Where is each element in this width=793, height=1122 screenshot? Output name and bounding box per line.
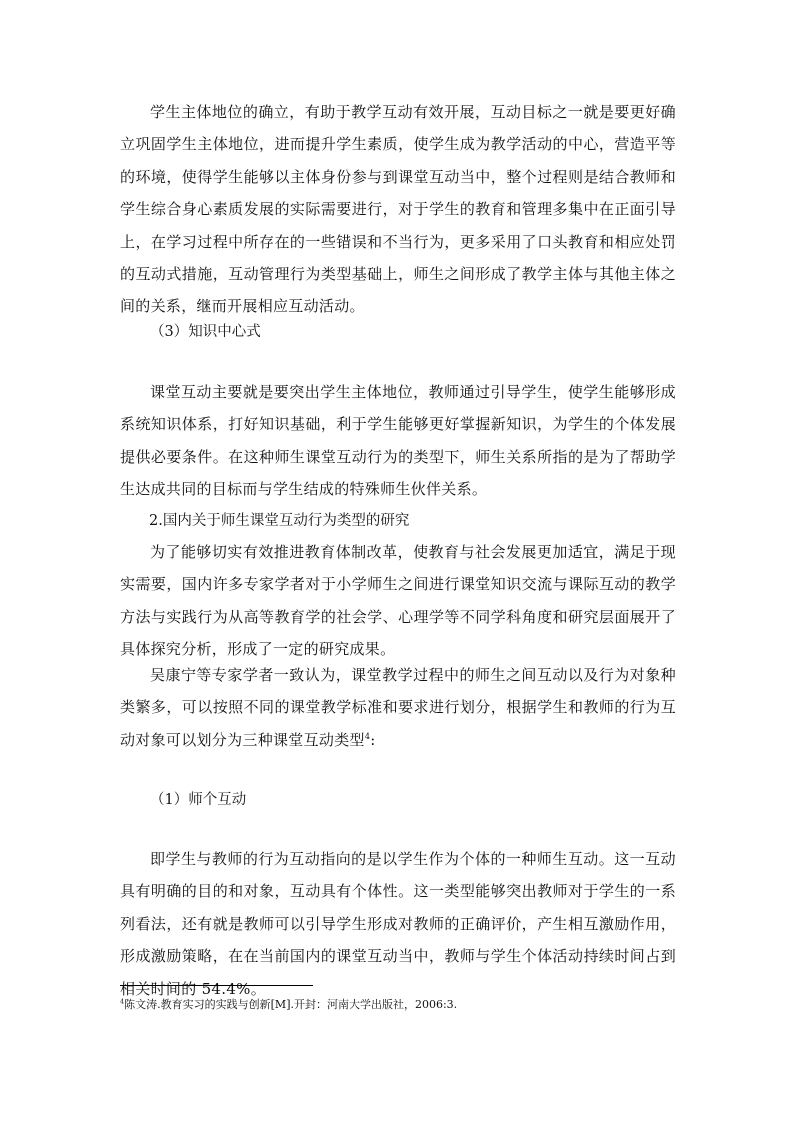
footnote-text: 陈文涛.教育实习的实践与创新[M].开封：河南大学出版社，2006:3.	[124, 998, 458, 1011]
subsection-heading: （3）知识中心式	[150, 324, 261, 340]
body-paragraph: 课堂互动主要就是要突出学生主体地位，教师通过引导学生，使学生能够形成系统知识体系，打好知识基础，利于学生能够更好掌握新知识，为学生的个体发展提供必要条件。在这种师生课堂互动行为的类型下，师生关系所指的是为了帮助学生达成共同的目标而与学生结成的特殊师生伙伴关系。	[120, 383, 676, 499]
footnote-reference[interactable]: 4	[364, 731, 371, 741]
paragraph-punct: :	[370, 730, 376, 749]
footnote-separator	[120, 985, 313, 986]
section-heading: 2.国内关于师生课堂互动行为类型的研究	[149, 513, 410, 529]
body-paragraph: 学生主体地位的确立，有助于教学互动有效开展，互动目标之一就是要更好确立巩固学生主体地位，进而提升学生素质，使学生成为教学活动的中心，营造平等的环境，使得学生能够以主体身份参与到课堂互动当中，整个过程则是结合教师和学生综合身心素质发展的实际需要进行，对于学生的教育和管理多集中在正面引导上，在学习过程中所存在的一些错误和不当行为，更多采用了口头教育和相应处罚的互动式措施，互动管理行为类型基础上，师生之间形成了教学主体与其他主体之间的关系，继而开展相应互动活动。	[120, 103, 676, 316]
subsection-heading: （1）师个互动	[150, 792, 247, 808]
body-paragraph: 为了能够切实有效推进教育体制改革，使教育与社会发展更加适宜，满足于现实需要，国内许多专家学者对于小学师生之间进行课堂知识交流与课际互动的教学方法与实践行为从高等教育学的社会学、心理学等不同学科角度和研究层面展开了具体探究分析，形成了一定的研究成果。	[120, 543, 676, 659]
body-paragraph: 即学生与教师的行为互动指向的是以学生作为个体的一种师生互动。这一互动具有明确的目的和对象，互动具有个体性。这一类型能够突出教师对于学生的一系列看法，还有就是教师可以引导学生形成对教师的正确评价，产生相互激励作用，形成激励策略，在在当前国内的课堂互动当中，教师与学生个体活动持续时间占到相关时间的 54.4%。	[120, 850, 676, 998]
body-paragraph	[120, 659, 676, 756]
footnote-marker: 4	[120, 997, 125, 1006]
paragraph-text: 吴康宁等专家学者一致认为，课堂教学过程中的师生之间互动以及行为对象种类繁多，可以按照不同的课堂教学标准和要求进行划分，根据学生和教师的行为互动对象可以划分为三种课堂互动类型	[120, 666, 676, 749]
footnote	[120, 997, 457, 1013]
